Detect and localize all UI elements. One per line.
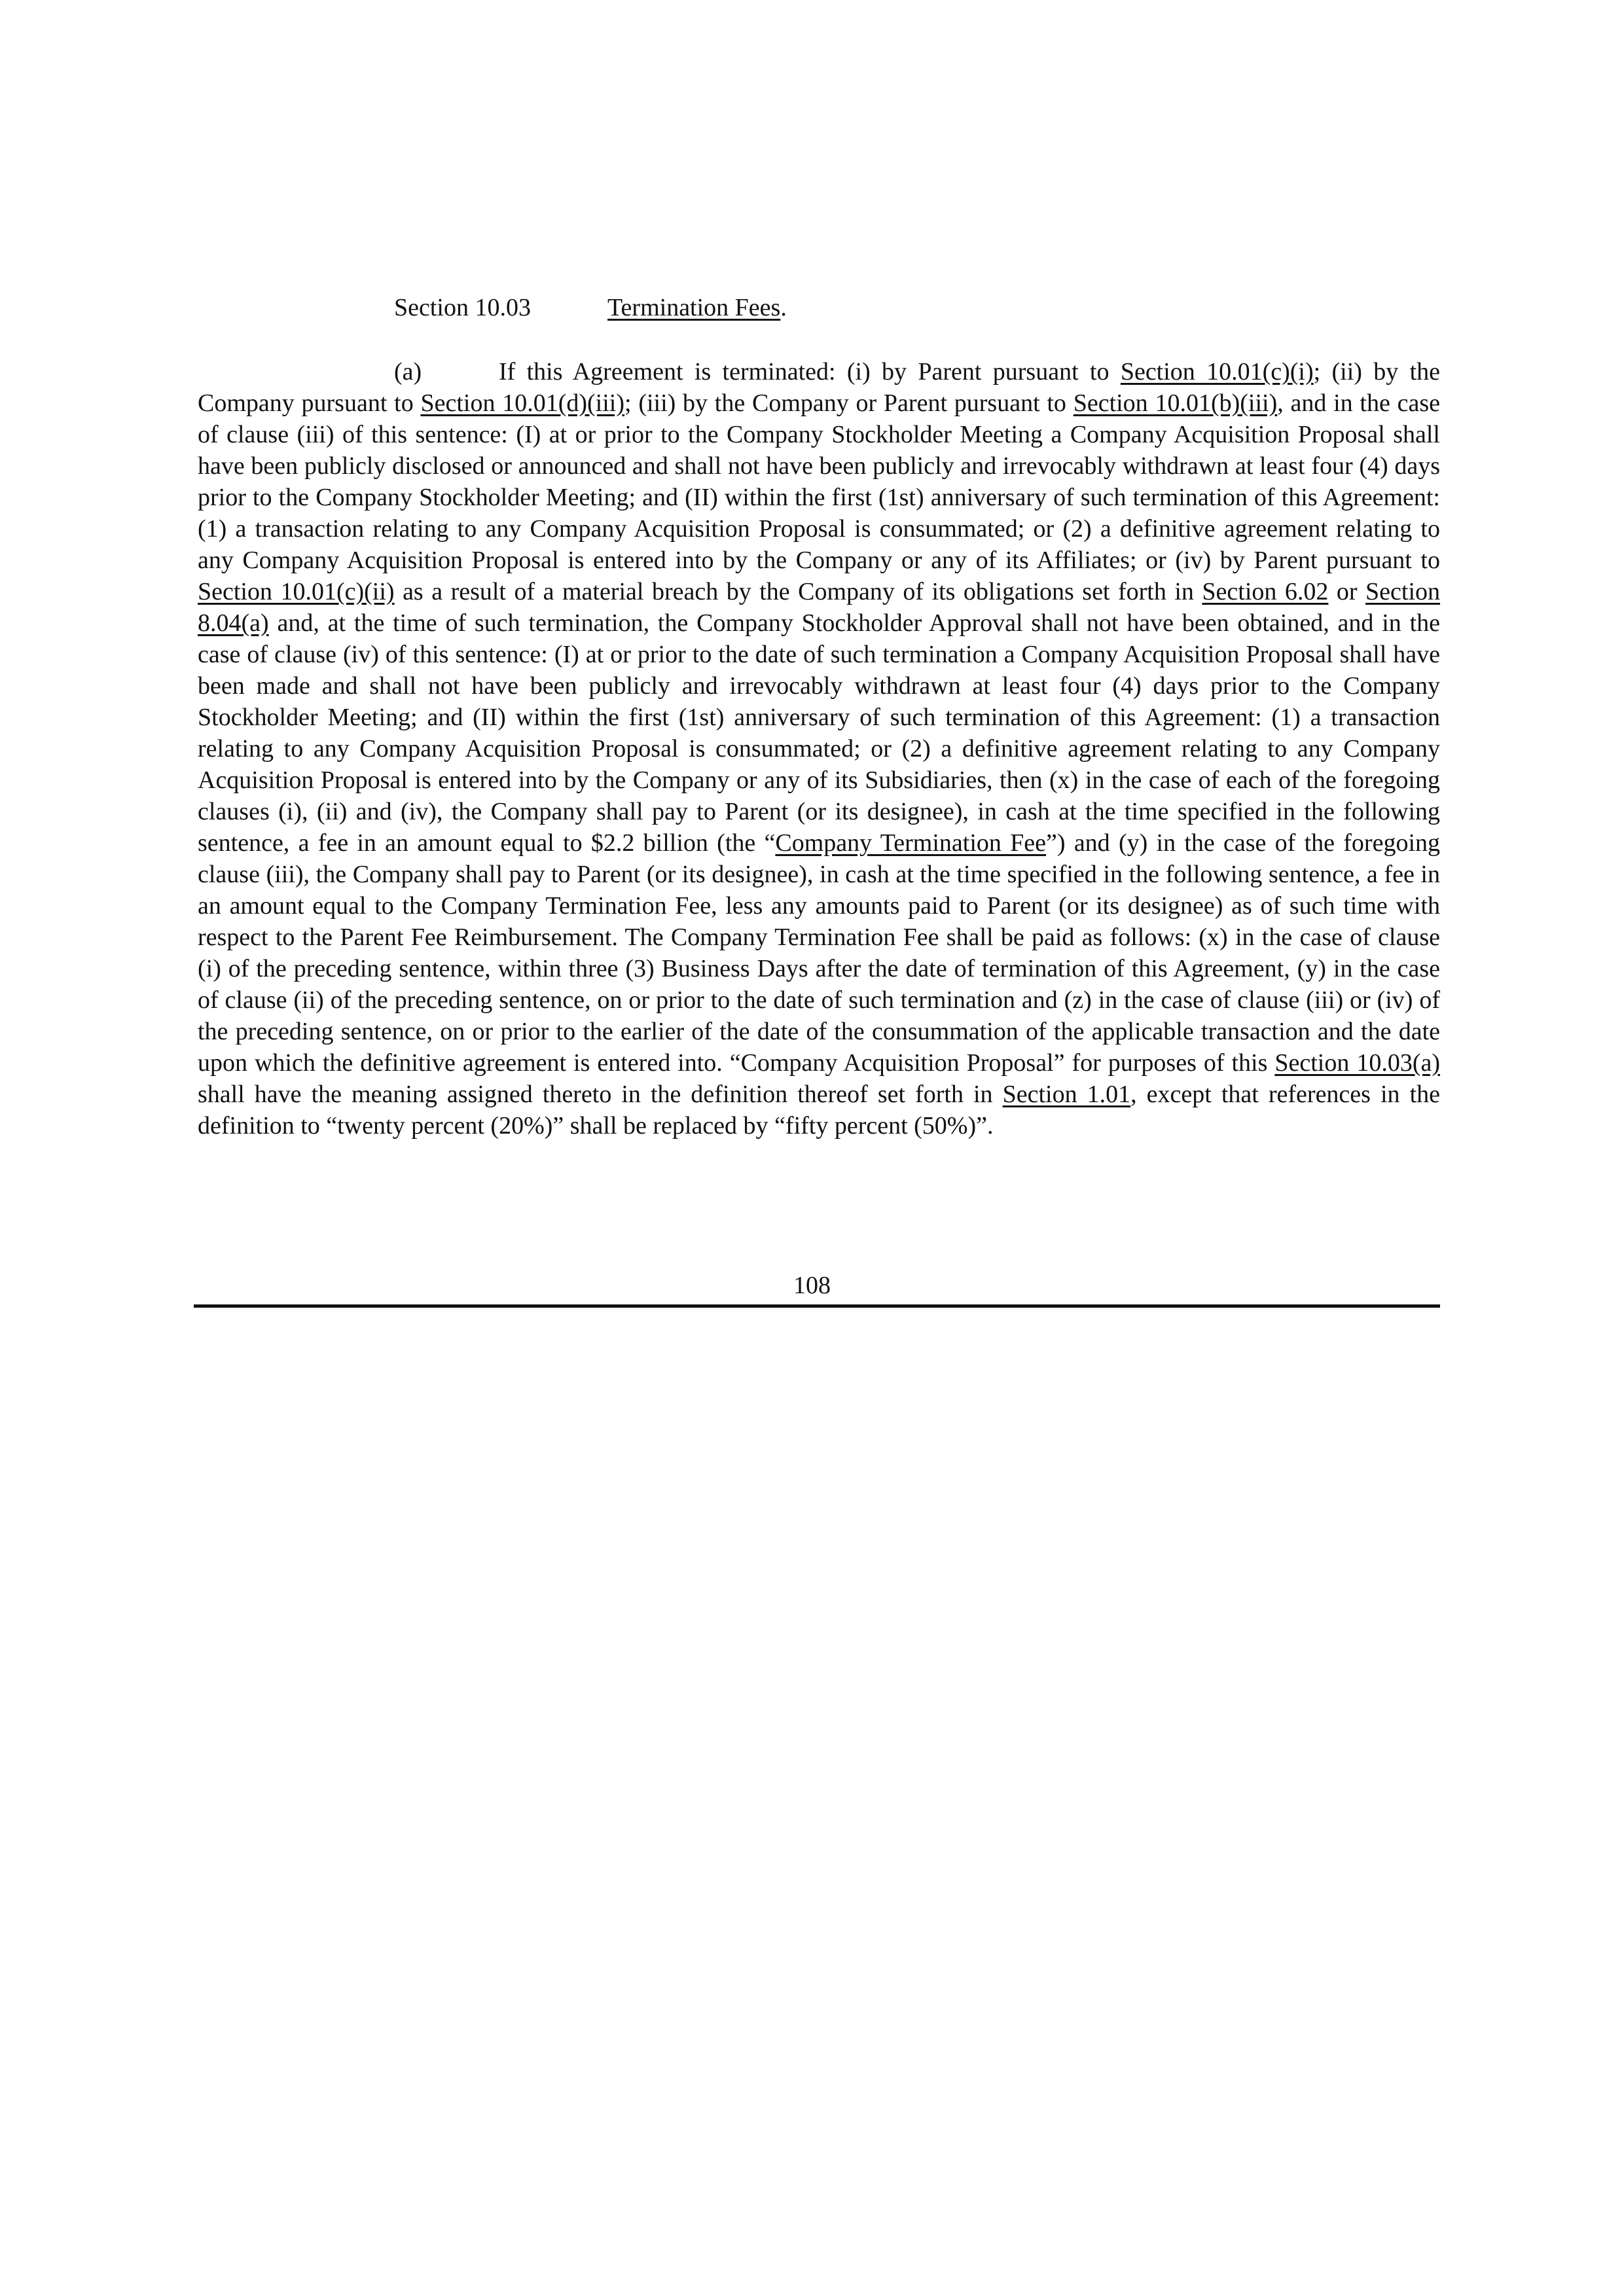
defined-term: Company Termination Fee — [775, 829, 1047, 857]
paragraph-text: shall have the meaning assigned thereto in the definition thereof set forth in — [198, 1081, 1003, 1108]
paragraph-text: , and in the case of clause (iii) of this sentence: (I) at or prior to the Company Stockholder Meeting a Company Acquisition Proposal shall have been publicly disclosed or announced and shall not have been publicly and irrevocably withdrawn at least four (4) days prior to the Company Stockholder Meeting; and (II) within the first (1st) anniversary of such termination of this Agreement: (1) a transaction relating to any Company Acquisition Proposal is consummated; or (2) a definitive agreement relating to any Company Acquisition Proposal is entered into by the Company or any of its Affiliates; or (iv) by Parent pursuant to — [198, 389, 1440, 574]
paragraph-text: as a result of a material breach by the Company of its obligations set forth in — [394, 578, 1202, 605]
section-title-period: . — [780, 294, 787, 321]
paragraph-text: ”) and (y) in the case of the foregoing clause (iii), the Company shall pay to Parent (or its designee), in cash at the time specified in the following sentence, a fee in an amount equal to the Company Termination Fee, less any amounts paid to Parent (or its designee) as of such time with respect to the Parent Fee Reimbursement. The Company Termination Fee shall be paid as follows: (x) in the case of clause (i) of the preceding sentence, within three (3) Business Days after the date of termination of this Agreement, (y) in the case of clause (ii) of the preceding sentence, on or prior to the date of such termination and (z) in the case of clause (iii) or (iv) of the preceding sentence, on or prior to the earlier of the date of the consummation of the applicable transaction and the date upon which the definitive agreement is entered into. “Company Acquisition Proposal” for purposes of this — [198, 829, 1441, 1077]
paragraph-text: If this Agreement is terminated: (i) by Parent pursuant to — [499, 358, 1121, 386]
section-reference: Section 8.04(a) — [198, 578, 1440, 637]
paragraph-text: and, at the time of such termination, the Company Stockholder Approval shall not have been obtained, and in the case of clause (iv) of this sentence: (I) at or prior to the date of such termination a Company Acquisition Proposal shall have been made and shall not have been publicly and irrevocably withdrawn at least four (4) days prior to the Company Stockholder Meeting; and (II) within the first (1st) anniversary of such termination of this Agreement: (1) a transaction relating to any Company Acquisition Proposal is consummated; or (2) a definitive agreement relating to any Company Acquisition Proposal is entered into by the Company or any of its Subsidiaries, then (x) in the case of each of the foregoing clauses (i), (ii) and (iv), the Company shall pay to Parent (or its designee), in cash at the time specified in the following sentence, a fee in an amount equal to $2.2 billion (the “ — [198, 609, 1440, 857]
paragraph-label: (a) — [394, 358, 422, 386]
section-reference: Section 10.01(b)(iii) — [1073, 389, 1278, 417]
section-reference: Section 10.01(c)(i) — [1120, 358, 1314, 386]
paragraph-a — [198, 356, 1440, 1141]
paragraph-text: or — [1328, 578, 1366, 605]
page-number: 108 — [793, 1272, 831, 1299]
section-reference: Section 10.01(c)(ii) — [198, 578, 395, 605]
paragraph-text: ; (ii) by the Company pursuant to — [198, 358, 1440, 417]
paragraph-text: , except that references in the definition to “twenty percent (20%)” shall be replaced by “fifty percent (50%)”. — [198, 1081, 1441, 1139]
footer-divider — [194, 1304, 1440, 1308]
section-title: Termination Fees — [607, 294, 781, 321]
section-number: Section 10.03 — [394, 294, 531, 321]
section-reference: Section 1.01 — [1002, 1081, 1131, 1108]
section-reference: Section 10.01(d)(iii) — [420, 389, 624, 417]
section-reference: Section 6.02 — [1202, 578, 1329, 605]
section-reference: Section 10.03(a) — [1274, 1049, 1440, 1077]
section-heading — [394, 292, 787, 323]
paragraph-text: ; (iii) by the Company or Parent pursuant to — [624, 389, 1074, 417]
